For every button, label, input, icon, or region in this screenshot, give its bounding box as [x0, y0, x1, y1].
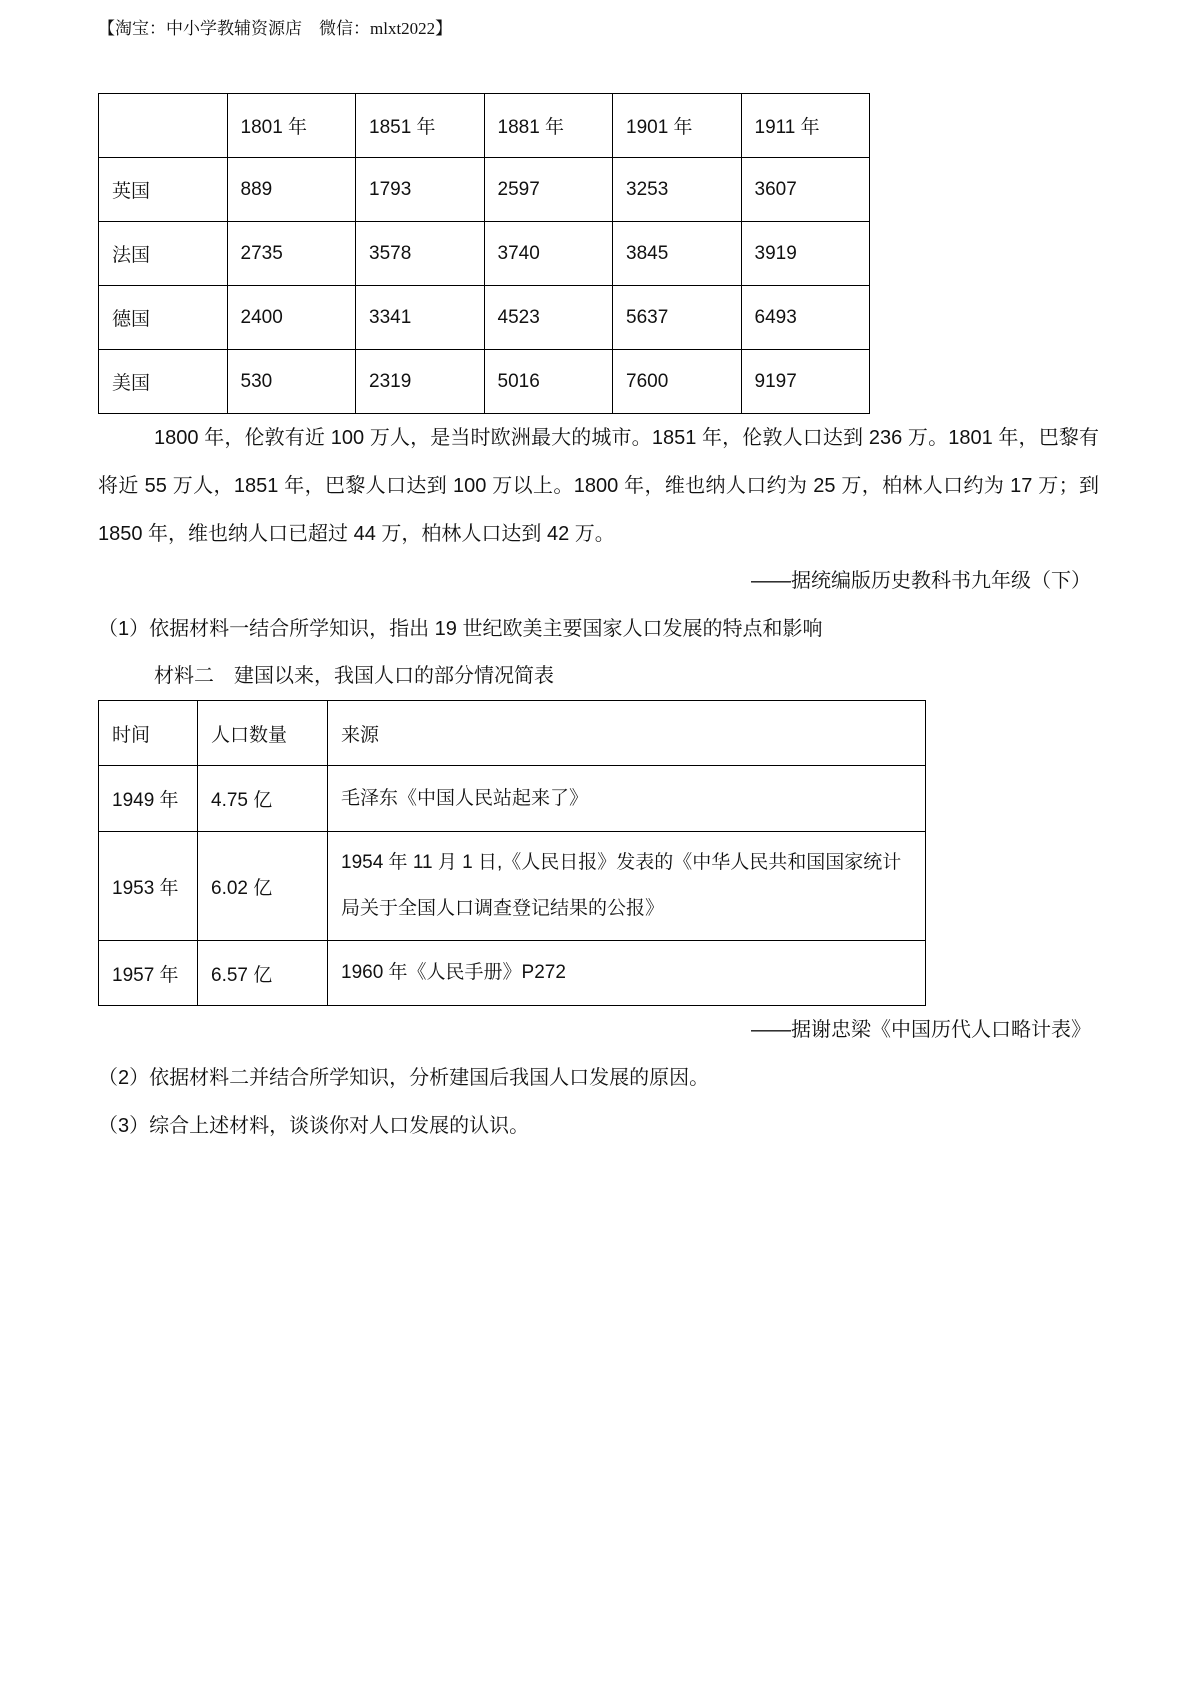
table-cell: 4523 — [484, 286, 613, 350]
population-cell: 4.75 亿 — [198, 766, 328, 832]
material1-paragraph: 1800 年，伦敦有近 100 万人，是当时欧洲最大的城市。1851 年，伦敦人口达到 236 万。1801 年，巴黎有将近 55 万人，1851 年，巴黎人口达到 100 万以上。1800 年，维也纳人口约为 25 万，柏林人口约为 17 万；到 1850 年，维也纳人口已超过 44 万，柏林人口达到 42 万。 — [98, 427, 1099, 545]
question-2: （2）依据材料二并结合所学知识，分析建国后我国人口发展的原因。 — [98, 1067, 710, 1089]
table-corner-cell — [99, 94, 228, 158]
table-row — [99, 286, 870, 350]
row-label-cell: 法国 — [99, 222, 228, 286]
population-cell: 6.02 亿 — [198, 832, 328, 941]
table-cell: 3845 — [613, 222, 742, 286]
table-header-cell: 1851 年 — [356, 94, 485, 158]
material1-source: ——据统编版历史教科书九年级（下） — [751, 570, 1091, 592]
table-cell: 6493 — [741, 286, 870, 350]
table-cell: 3253 — [613, 158, 742, 222]
table-cell: 9197 — [741, 350, 870, 414]
question-1: （1）依据材料一结合所学知识，指出 19 世纪欧美主要国家人口发展的特点和影响 — [98, 618, 823, 640]
page-header: 【淘宝：中小学教辅资源店 微信：mlxt2022】 — [98, 19, 453, 38]
table-cell: 1793 — [356, 158, 485, 222]
table-header-row — [99, 701, 926, 766]
table-cell: 3740 — [484, 222, 613, 286]
table-header-cell: 1881 年 — [484, 94, 613, 158]
table-cell: 2400 — [227, 286, 356, 350]
table-header-cell: 1901 年 — [613, 94, 742, 158]
material2-source: ——据谢忠梁《中国历代人口略计表》 — [751, 1019, 1091, 1041]
time-cell: 1953 年 — [99, 832, 198, 941]
table-row — [99, 941, 926, 1006]
row-label-cell: 英国 — [99, 158, 228, 222]
row-label-cell: 美国 — [99, 350, 228, 414]
table-header-cell: 1911 年 — [741, 94, 870, 158]
row-label-cell: 德国 — [99, 286, 228, 350]
population-table-europe-us — [98, 93, 870, 414]
source-cell: 毛泽东《中国人民站起来了》 — [328, 766, 926, 832]
table-cell: 889 — [227, 158, 356, 222]
material2-title: 材料二 建国以来，我国人口的部分情况简表 — [154, 665, 554, 687]
source-cell: 1960 年《人民手册》P272 — [328, 941, 926, 1006]
table-row — [99, 766, 926, 832]
table-row — [99, 832, 926, 941]
table-header-cell: 时间 — [99, 701, 198, 766]
table-cell: 2319 — [356, 350, 485, 414]
table-cell: 3341 — [356, 286, 485, 350]
table-cell: 530 — [227, 350, 356, 414]
table-cell: 2735 — [227, 222, 356, 286]
table-cell: 3578 — [356, 222, 485, 286]
population-cell: 6.57 亿 — [198, 941, 328, 1006]
table-header-cell: 1801 年 — [227, 94, 356, 158]
table-header-row — [99, 94, 870, 158]
table-cell: 5637 — [613, 286, 742, 350]
question-3: （3）综合上述材料，谈谈你对人口发展的认识。 — [98, 1115, 530, 1137]
table-cell: 3607 — [741, 158, 870, 222]
population-table-china — [98, 700, 926, 1006]
table-cell: 7600 — [613, 350, 742, 414]
time-cell: 1949 年 — [99, 766, 198, 832]
table-cell: 2597 — [484, 158, 613, 222]
source-cell: 1954 年 11 月 1 日,《人民日报》发表的《中华人民共和国国家统计局关于全国人口调查登记结果的公报》 — [328, 832, 926, 941]
table-cell: 3919 — [741, 222, 870, 286]
table-cell: 5016 — [484, 350, 613, 414]
table-header-cell: 来源 — [328, 701, 926, 766]
table-row — [99, 350, 870, 414]
table-header-cell: 人口数量 — [198, 701, 328, 766]
time-cell: 1957 年 — [99, 941, 198, 1006]
table-row — [99, 158, 870, 222]
table-row — [99, 222, 870, 286]
